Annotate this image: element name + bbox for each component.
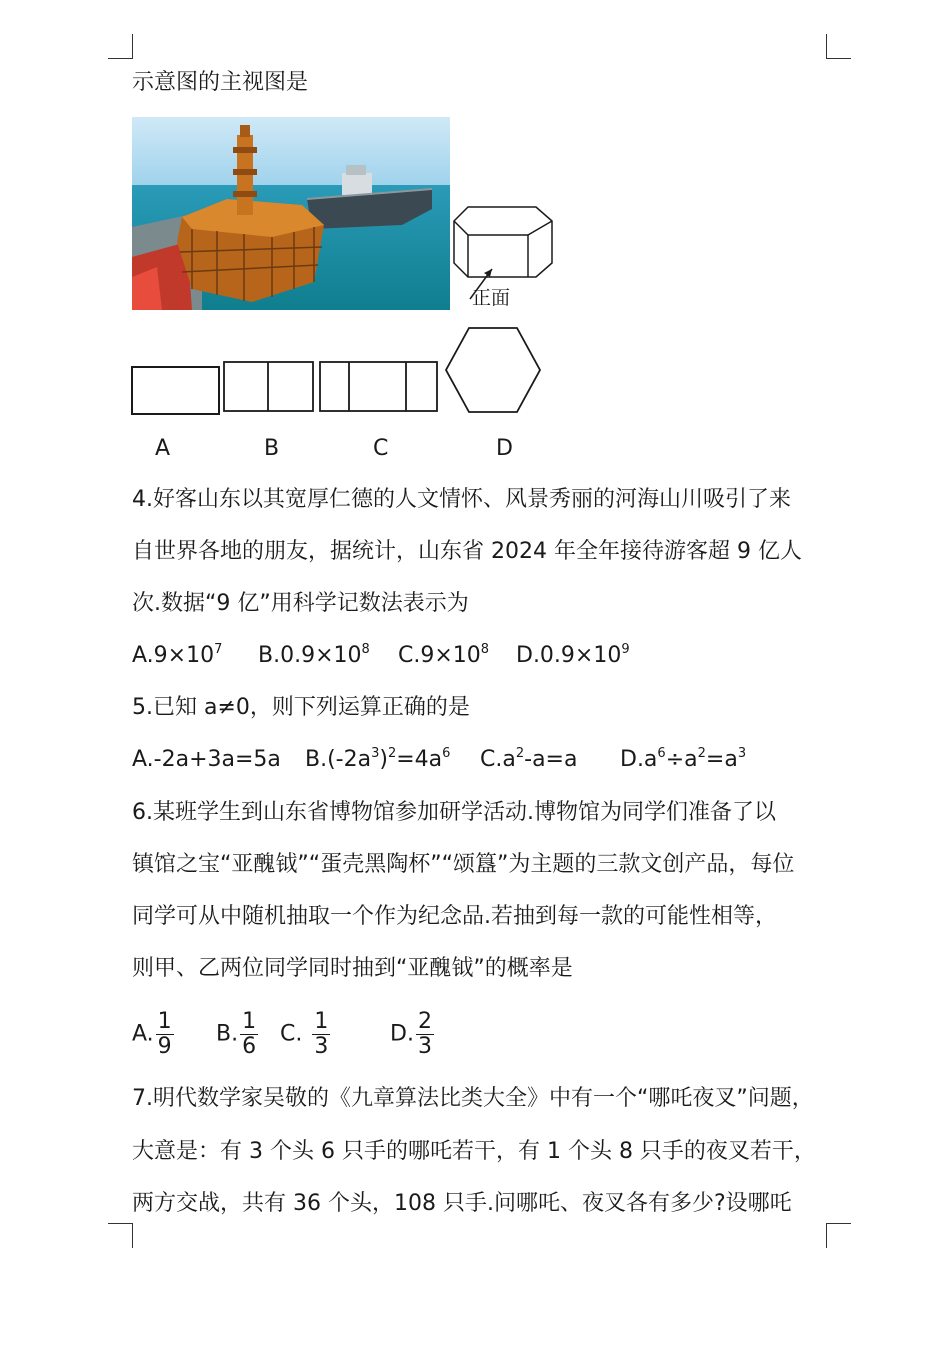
q5-stem: 5.已知 a≠0，则下列运算正确的是 [132, 695, 470, 720]
front-label: 正面 [472, 287, 511, 309]
q5-option-a: A.-2a+3a=5a [132, 747, 281, 772]
crop-mark-top-right [826, 34, 851, 59]
crop-mark-top-left [108, 34, 133, 59]
q6-option-a: A. $\frac{1}{9}$ [132, 1009, 172, 1059]
q6-option-b: B. $\frac{1}{6}$ [216, 1009, 257, 1059]
fraction: $\frac{1}{6}$ [242, 1009, 257, 1059]
q4-option-a: $A.9\times 10^7$ [132, 642, 223, 668]
q4-line-3: 次.数据“9 亿”用科学记数法表示为 [132, 591, 469, 616]
q5-option-b: $B.(-2a^3)^2=4a^6$ [305, 746, 451, 772]
option-c-letter: C [373, 436, 389, 461]
q4-option-b: $B.0.9\times 10^8$ [258, 642, 370, 668]
crop-mark-bottom-left [108, 1223, 133, 1248]
q7-line-1: 7.明代数学家吴敬的《九章算法比类大全》中有一个“哪吒夜叉”问题， [132, 1086, 814, 1111]
option-b-figure [222, 360, 316, 418]
fraction: $\frac{2}{3}$ [417, 1009, 432, 1059]
q6-option-d: D. $\frac{2}{3}$ [390, 1009, 432, 1059]
q5-option-c: $C.a^2-a=a$ [480, 746, 578, 772]
question-3-stem-tail: 示意图的主视图是 [132, 70, 309, 95]
q7-line-2: 大意是：有 3 个头 6 只手的哪吒若干，有 1 个头 8 只手的夜叉若干， [132, 1139, 816, 1164]
hexagonal-prism-figure [448, 203, 558, 317]
fraction: $\frac{1}{3}$ [314, 1009, 329, 1059]
q6-line-1: 6.某班学生到山东省博物馆参加研学活动.博物馆为同学们准备了以 [132, 800, 776, 825]
q4-option-d: $D.0.9\times 10^9$ [516, 642, 630, 668]
q4-option-c: $C.9\times 10^8$ [398, 642, 490, 668]
crop-mark-bottom-right [826, 1223, 851, 1248]
option-a-letter: A [155, 436, 171, 461]
q5-option-d: $D.a^6\div a^2=a^3$ [620, 746, 747, 772]
option-a-figure [130, 365, 222, 421]
offshore-platform-photo [132, 117, 450, 310]
option-b-letter: B [264, 436, 280, 461]
q4-line-2: 自世界各地的朋友，据统计，山东省 2024 年全年接待游客超 9 亿人 [132, 539, 802, 564]
q6-line-2: 镇馆之宝“亚醜钺”“蛋壳黑陶杯”“颂簋”为主题的三款文创产品，每位 [132, 852, 795, 877]
fraction: $\frac{1}{9}$ [157, 1009, 172, 1059]
q7-line-3: 两方交战，共有 36 个头，108 只手.问哪吒、夜叉各有多少?设哪吒 [132, 1191, 792, 1216]
q6-option-c: C. $\frac{1}{3}$ [280, 1009, 329, 1059]
option-d-figure [444, 326, 542, 418]
option-c-figure [318, 360, 440, 418]
q4-line-1: 4.好客山东以其宽厚仁德的人文情怀、风景秀丽的河海山川吸引了来 [132, 487, 791, 512]
q6-line-4: 则甲、乙两位同学同时抽到“亚醜钺”的概率是 [132, 956, 573, 981]
option-d-letter: D [496, 436, 513, 461]
q6-line-3: 同学可从中随机抽取一个作为纪念品.若抽到每一款的可能性相等， [132, 904, 777, 929]
